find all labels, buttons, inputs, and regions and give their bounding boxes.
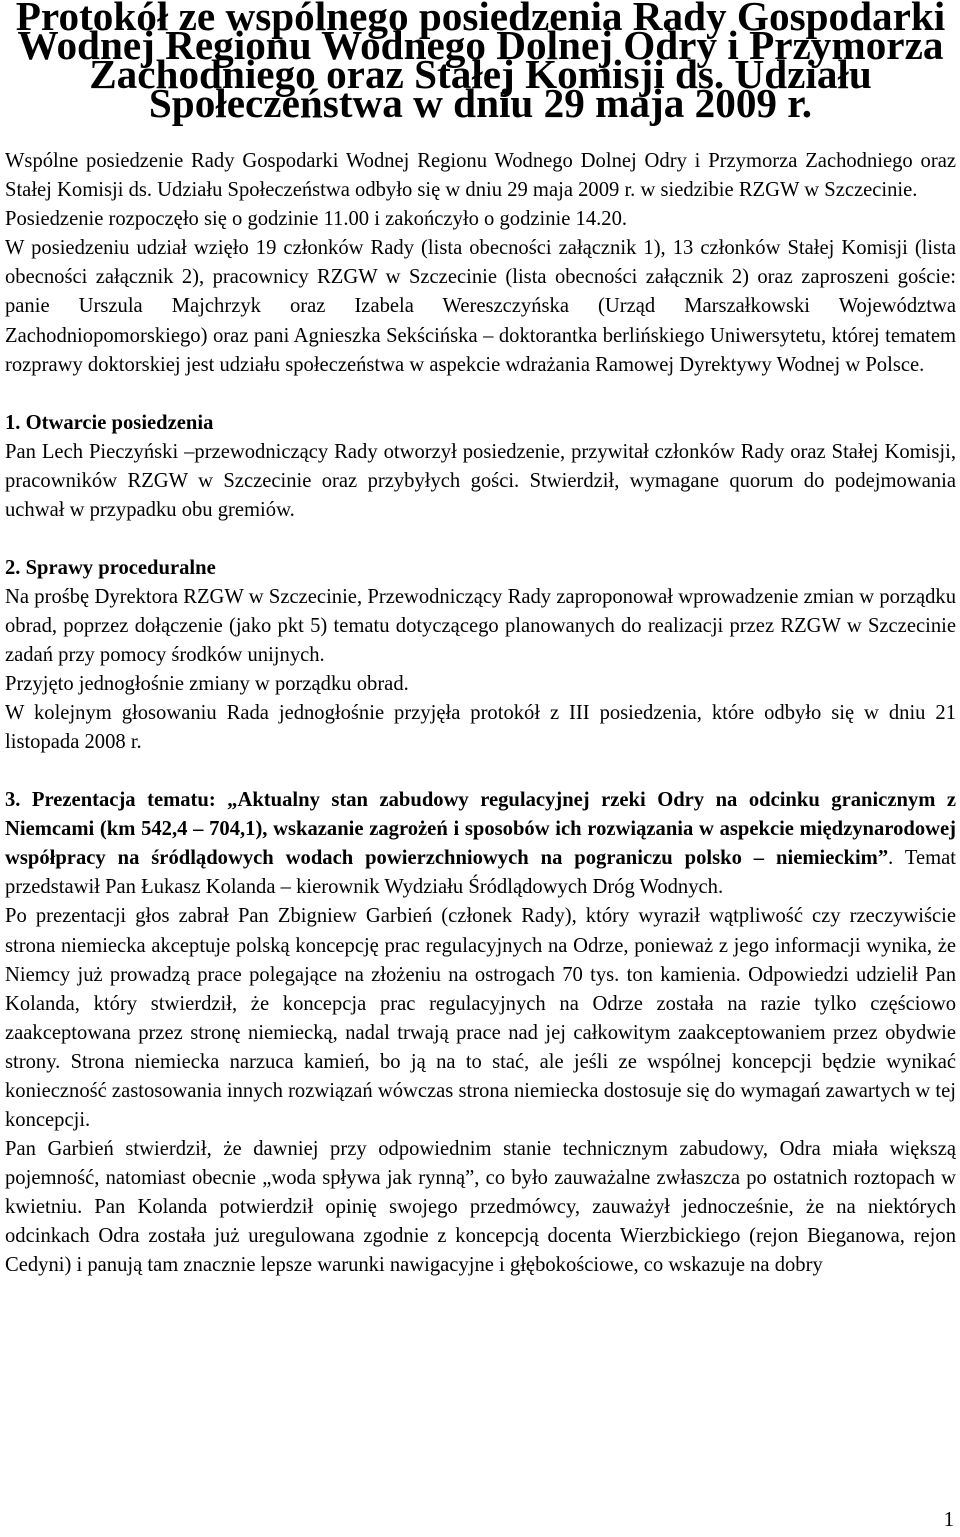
section-3-paragraph: Pan Garbień stwierdził, że dawniej przy odpowiednim stanie technicznym zabudowy, Odra miała większą pojemność, natomiast obecnie „woda spływa jak rynną”, co było zauważalne zwłaszcza po ostatnich roztopach w kwietniu. Pan Kolanda potwierdził opinię swojego przedmówcy, zauważył jednocześnie, że na niektórych odcinkach Odra została już uregulowana zgodnie z koncepcją docenta Wierzbickiego (rejon Bieganowa, rejon Cedyni) i panują tam znacznie lepsze warunki nawigacyjne i głębokościowe, co wskazuje na dobry [5, 1137, 956, 1277]
section-1-heading: 1. Otwarcie posiedzenia [5, 411, 214, 434]
section-2-paragraph: W kolejnym głosowaniu Rada jednogłośnie przyjęła protokół z III posiedzenia, które odbyło się w dniu 21 listopada 2008 r. [5, 702, 956, 754]
section-2-heading: 2. Sprawy proceduralne [5, 556, 216, 579]
section-2-paragraph: Przyjęto jednogłośnie zmiany w porządku obrad. [5, 673, 409, 696]
attendance-paragraph: W posiedzeniu udział wzięło 19 członków Rady (lista obecności załącznik 1), 13 członków Stałej Komisji (lista obecności załącznik 2), pracownicy RZGW w Szczecinie (lista obecności załącznik 2) oraz zaproszeni goście: panie Urszula Majchrzyk oraz Izabela Wereszczyńska (Urząd Marszałkowski Województwa Zachodniopomorskiego) oraz pani Agnieszka Sekścińska – doktorantka berlińskiego Uniwersytetu, której tematem rozprawy doktorskiej jest udziału społeczeństwa w aspekcie wdrażania Ramowej Dyrektywy Wodnej w Polsce. [5, 237, 956, 376]
spacer [5, 525, 956, 554]
section-3-heading-tail: . Temat przedstawił Pan Łukasz Kolanda – kierownik Wydziału Śródlądowych Dróg Wodnych. [5, 847, 956, 899]
section-3-heading: 3. Prezentacja tematu: „Aktualny stan zabudowy regulacyjnej rzeki Odry na odcinku granicznym z Niemcami (km 542,4 – 704,1), wskazanie zagrożeń i sposobów ich rozwiązania w aspekcie międzynarodowej współpracy na śródlądowych wodach powierzchniowych na pograniczu polsko – niemieckim” [5, 789, 956, 870]
section-1-paragraph: Pan Lech Pieczyński –przewodniczący Rady otworzył posiedzenie, przywitał członków Rady oraz Stałej Komisji, pracowników RZGW w Szczecinie oraz przybyłych gości. Stwierdził, wymagane quorum do podejmowania uchwał w przypadku obu gremiów. [5, 440, 956, 521]
spacer [5, 757, 956, 786]
document-title: Protokół ze wspólnego posiedzenia Rady Gospodarki Wodnej Regionu Wodnego Dolnej Odry i Przymorza Zachodniego oraz Stałej Komisji ds. Udziału Społeczeństwa w dniu 29 maja 2009 r. [15, 0, 946, 127]
section-2-paragraph: Na prośbę Dyrektora RZGW w Szczecinie, Przewodniczący Rady zaproponował wprowadzenie zmian w porządku obrad, poprzez dołączenie (jako pkt 5) tematu dotyczącego planowanych do realizacji przez RZGW w Szczecinie zadań przy pomocy środków unijnych. [5, 585, 956, 667]
intro-time-paragraph: Posiedzenie rozpoczęło się o godzinie 11.00 i zakończyło o godzinie 14.20. [5, 208, 628, 231]
document-page [5, 2, 956, 1280]
intro-paragraph: Wspólne posiedzenie Rady Gospodarki Wodnej Regionu Wodnego Dolnej Odry i Przymorza Zachodniego oraz Stałej Komisji ds. Udziału Społeczeństwa odbyło się w dniu 29 maja 2009 r. w siedzibie RZGW w Szczecinie. [5, 150, 956, 202]
section-3-paragraph: Po prezentacji głos zabrał Pan Zbigniew Garbień (członek Rady), który wyraził wątpliwość czy rzeczywiście strona niemiecka akceptuje polską koncepcję prac regulacyjnych na Odrze, ponieważ z jego informacji wynika, że Niemcy już prowadzą prace polegające na złożeniu na ostrogach 70 tys. ton kamienia. Odpowiedzi udzielił Pan Kolanda, który stwierdził, że koncepcja prac regulacyjnych na Odrze została na razie tylko częściowo zaakceptowana przez stronę niemiecką, nadal trwają prace nad jej całkowitym zaakceptowaniem przez obydwie strony. Strona niemiecka narzuca kamień, bo ją na to stać, ale jeśli ze wspólnej koncepcji będzie wynikać konieczność zastosowania innych rozwiązań wówczas strona niemiecka dostosuje się do wymagań zawartych w tej koncepcji. [5, 905, 956, 1131]
spacer [5, 380, 956, 409]
section-3-heading-paragraph [5, 786, 956, 902]
page-number: 1 [943, 1509, 954, 1531]
